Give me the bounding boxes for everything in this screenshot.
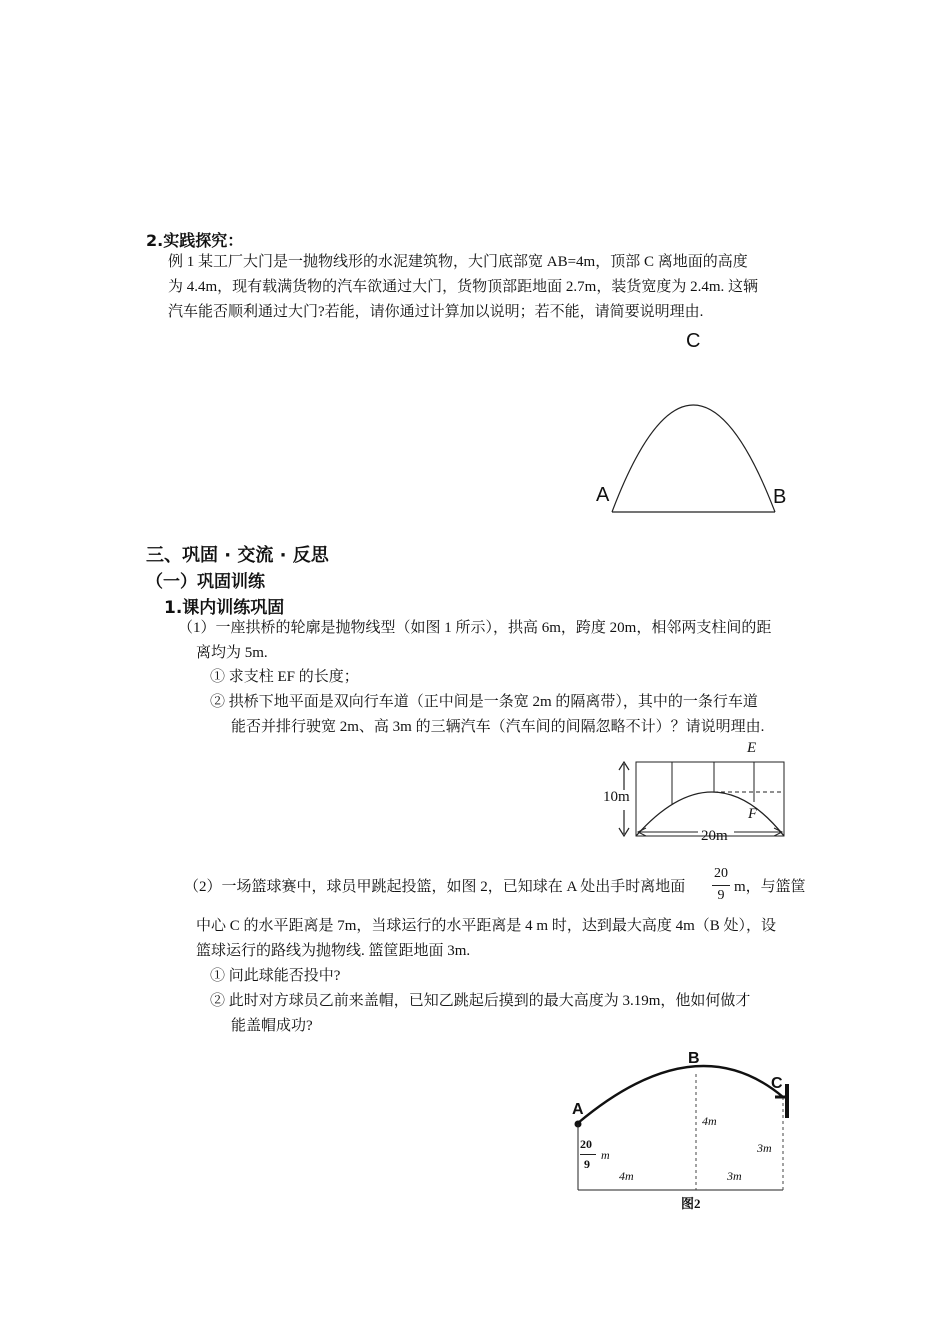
label-bottom-right-distance: 3m [727,1169,742,1183]
q2-fraction-numerator: 20 [714,866,728,881]
ball-label-a: A [572,1101,584,1118]
ball-label-c: C [771,1075,783,1092]
basketball-figure [565,1050,800,1200]
bridge-frame [636,762,784,836]
fig2-frac-numerator: 20 [580,1137,592,1151]
q1-item-2-line-1: ② 拱桥下地平面是双向行车道（正中间是一条宽 2m 的隔离带），其中的一条行车道 [210,694,758,710]
section-3-heading: 三、巩固 · 交流 · 反思 [146,545,329,566]
arch-bridge-figure [600,740,800,850]
label-max-height: 4m [702,1114,717,1128]
q1-item-1: ① 求支柱 EF 的长度； [210,669,359,685]
q1-line-1: （1）一座拱桥的轮廓是抛物线型（如图 1 所示），拱高 6m，跨度 20m，相邻两支柱间的距 [178,620,772,636]
q2-line-1-pre: （2）一场篮球赛中，球员甲跳起投篮，如图 2，已知球在 A 处出手时离地面 [184,879,686,895]
bridge-height-label: 10m [603,789,630,805]
q2-fraction-denominator: 9 [717,888,725,903]
figure-2-caption: 图2 [681,1196,701,1211]
example-line-1: 例 1 某工厂大门是一抛物线形的水泥建筑物，大门底部宽 AB=4m，顶部 C 离地面的高度 [168,254,748,270]
fig2-frac-bar [580,1154,596,1155]
q2-line-2: 中心 C 的水平距离是 7m，当球运行的水平距离是 4 m 时，达到最大高度 4m（B 处），设 [196,918,777,934]
gate-label-c: C [686,330,701,352]
bridge-label-f: F [748,806,758,822]
label-bottom-left-distance: 4m [619,1169,634,1183]
gate-arch [612,405,775,512]
ball-trajectory [578,1066,783,1123]
gate-label-b: B [773,486,787,508]
label-hoop-height: 3m [757,1141,772,1155]
fig2-frac-unit: m [601,1148,610,1162]
subsubsection-heading: 1.课内训练巩固 [164,598,285,618]
fig2-frac-denominator: 9 [584,1157,590,1171]
example-line-2: 为 4.4m，现有载满货物的汽车欲通过大门，货物顶部距地面 2.7m，装货宽度为 2.4m. 这辆 [168,279,759,295]
example-line-3: 汽车能否顺利通过大门?若能，请你通过计算加以说明；若不能，请简要说明理由. [168,304,704,320]
q2-item-2-line-1: ② 此时对方球员乙前来盖帽，已知乙跳起后摸到的最大高度为 3.19m，他如何做才 [210,993,751,1009]
ball-label-b: B [688,1050,700,1067]
q1-item-2-line-2: 能否并排行驶宽 2m、高 3m 的三辆汽车（汽车间的间隔忽略不计）？请说明理由. [231,719,765,735]
q2-line-1-post: m，与篮筐 [734,879,806,895]
bridge-span-label: 20m [701,828,728,844]
gate-label-a: A [596,484,610,506]
q2-line-3: 篮球运行的路线为抛物线. 篮筐距地面 3m. [196,943,471,959]
subsection-heading: （一）巩固训练 [146,572,265,592]
q1-line-2: 离均为 5m. [196,645,268,661]
q2-fraction-bar [712,885,730,886]
q2-item-1: ① 问此球能否投中? [210,968,341,984]
section-2-heading: 2.实践探究： [146,231,244,250]
gate-parabola-figure [590,330,800,520]
q2-item-2-line-2: 能盖帽成功? [231,1018,313,1034]
bridge-label-e: E [747,740,757,756]
